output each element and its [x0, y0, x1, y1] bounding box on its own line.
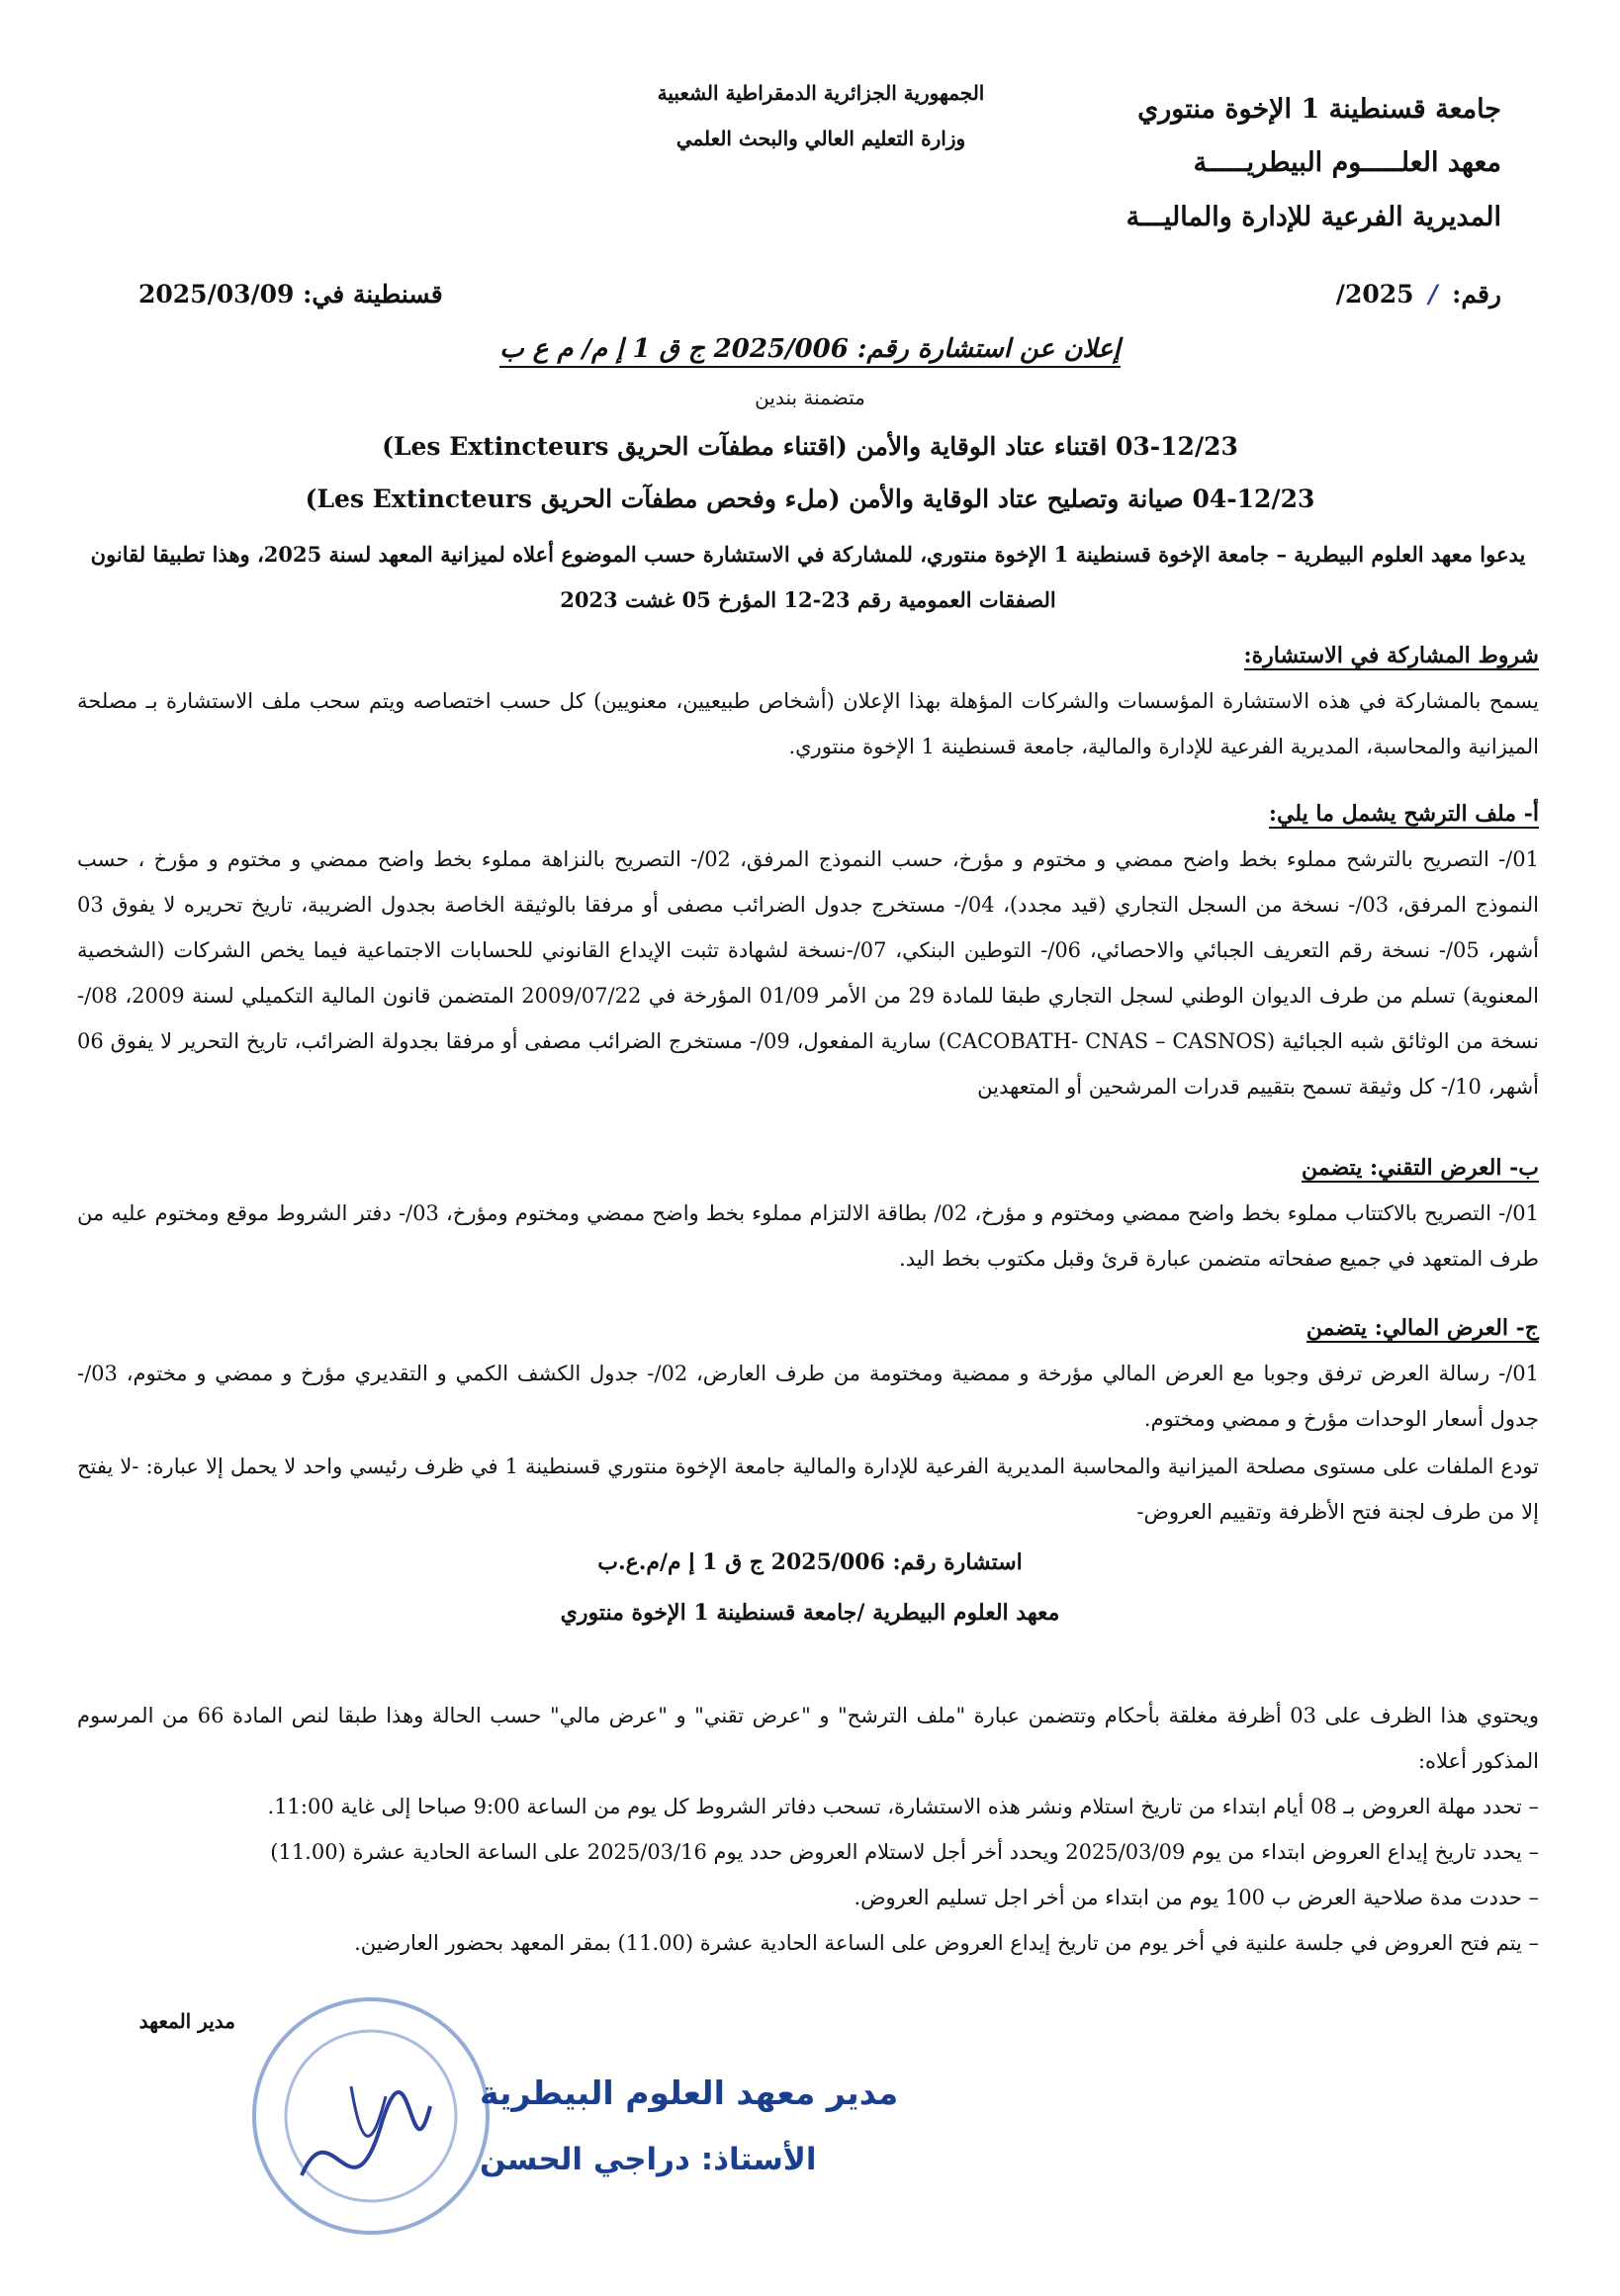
date-label: قسنطينة في: — [303, 280, 443, 309]
issuer-header — [947, 94, 1501, 255]
reference-value: 2025/ — [1335, 280, 1414, 309]
announcement-title: إعلان عن استشارة رقم: 2025/006 ج ق 1 إ م/ م ع ب — [0, 334, 1620, 364]
reference-label: رقم: — [1452, 280, 1501, 309]
stamp-line-2: الأستاذ: دراجي الحسن — [480, 2142, 817, 2177]
envelope-section — [77, 1693, 1539, 1966]
financial-heading: ج- العرض المالي: يتضمن — [1305, 1315, 1539, 1341]
lot-2: 04-12/23 صيانة وتصليح عتاد الوقاية والأمن (ملء وفحص مطفآت الحريق Les Extincteurs) — [305, 485, 1315, 513]
validity-item: – حددت مدة صلاحية العرض ب 100 يوم من ابتداء من أخر اجل تسليم العروض. — [854, 1886, 1539, 1909]
envelope-label-line2: معهد العلوم البيطرية /جامعة قسنطينة 1 الإخوة منتوري — [560, 1600, 1060, 1626]
conditions-text: يسمح بالمشاركة في هذه الاستشارة المؤسسات والشركات المؤهلة بهذا الإعلان (أشخاص طبيعيين، معنويين) كل حسب اختصاصه ويتم سحب ملف الاستشارة بـ مصلحة الميزانية والمحاسبة، المديرية الفرعية للإدارة والمالية، جامعة قسنطينة 1 الإخوة منتوري. — [77, 689, 1539, 758]
candidacy-heading: أ- ملف الترشح يشمل ما يلي: — [1268, 801, 1539, 827]
intro-paragraph: يدعوا معهد العلوم البيطرية – جامعة الإخوة قسنطينة 1 الإخوة منتوري، للمشاركة في الاستشارة حسب الموضوع أعلاه لميزانية المعهد لسنة 2025، وهذا تطبيقا لقانون الصفقات العمومية رقم 23-12 المؤرخ 05 غشت 2023 — [90, 542, 1526, 612]
technical-text: 01/- التصريح بالاكتتاب مملوء بخط واضح ممضي ومختوم و مؤرخ، 02/ بطاقة الالتزام مملوء بخط واضح ممضي ومختوم ومؤرخ، 03/- دفتر الشروط موقع ومختوم عليه من طرف المتعهد في جميع صفحاته متضمن عبارة قرئ وقبل مكتوب بخط اليد. — [77, 1201, 1539, 1271]
envelope-label-line1: استشارة رقم: 2025/006 ج ق 1 إ م/م.ع.ب — [597, 1549, 1023, 1575]
stamp-line-1: مدير معهد العلوم البيطرية — [480, 2074, 899, 2112]
deadline-item: – تحدد مهلة العروض بـ 08 أيام ابتداء من تاريخ استلام ونشر هذه الاستشارة، تسحب دفاتر الشروط كل يوم من الساعة 9:00 صباحا إلى غاية 11:00. — [267, 1795, 1539, 1818]
director-title: مدير المعهد — [138, 2009, 235, 2033]
financial-section — [77, 1305, 1539, 1442]
deposit-date-item: – يحدد تاريخ إيداع العروض ابتداء من يوم 2025/03/09 ويحدد أخر أجل لاستلام العروض حدد يوم 2025/03/16 على الساعة الحادية عشرة (11.00) — [270, 1840, 1539, 1864]
announcement-subtitle: متضمنة بندين — [755, 386, 865, 409]
date-value: 2025/03/09 — [138, 280, 295, 309]
institute-name: معهد العلـــــوم البيطريـــــة — [1193, 147, 1501, 179]
university-name: جامعة قسنطينة 1 الإخوة منتوري — [1137, 94, 1501, 125]
reference-number — [1336, 280, 1501, 309]
republic-name: الجمهورية الجزائرية الدمقراطية الشعبية — [657, 81, 985, 105]
lot-1: 03-12/23 اقتناء عتاد الوقاية والأمن (اقتناء مطفآت الحريق Les Extincteurs) — [382, 432, 1238, 461]
technical-section — [77, 1145, 1539, 1281]
deposit-paragraph: تودع الملفات على مستوى مصلحة الميزانية والمحاسبة المديرية الفرعية للإدارة والمالية جامعة الإخوة منتوري قسنطينة 1 في ظرف رئيسي واحد لا يحمل إلا عبارة: -لا يفتح إلا من طرف لجنة فتح الأظرفة وتقييم العروض- — [77, 1455, 1539, 1524]
candidacy-section — [77, 791, 1539, 1109]
conditions-section — [77, 633, 1539, 769]
technical-heading: ب- العرض التقني: يتضمن — [1302, 1155, 1539, 1181]
conditions-heading: شروط المشاركة في الاستشارة: — [1243, 643, 1539, 668]
directorate-name: المديرية الفرعية للإدارة والماليـــة — [1125, 201, 1501, 232]
candidacy-text: 01/- التصريح بالترشح مملوء بخط واضح ممضي و مختوم و مؤرخ، حسب النموذج المرفق، 02/- التصريح بالنزاهة مملوء بخط واضح ممضي و مختوم و مؤرخ ، حسب النموذج المرفق، 03/- نسخة من السجل التجاري (قيد مجدد)، 04/- مستخرج جدول الضرائب مصفى أو مرفقا بالوثيقة الخاصة بجدول الضريبة، تاريخ تحريره لا يفوق 03 أشهر، 05/- نسخة رقم التعريف الجبائي والاحصائي، 06/- التوطين البنكي، 07/-نسخة لشهادة تثبت الإيداع القانوني للحسابات الاجتماعية فيما يخص الشركات (الشخصية المعنوية) تسلم من طرف الديوان الوطني لسجل التجاري طبقا للمادة 29 من الأمر 01/09 المؤرخة في 2009/07/22 المتضمن قانون المالية التكميلي لسنة 2009، 08/- نسخة من الوثائق شبه الجبائية (CACOBATH- CNAS – CASNOS) سارية المفعول، 09/- مستخرج الضرائب مصفى أو مرفقا بجدولة الضرائب، تاريخ التحرير لا يفوق 06 أشهر، 10/- كل وثيقة تسمح بتقييم قدرات المرشحين أو المتعهدين — [77, 847, 1540, 1099]
state-header — [633, 81, 1009, 172]
reference-handwritten: / — [1428, 280, 1438, 309]
envelope-text: ويحتوي هذا الظرف على 03 أظرفة مغلقة بأحكام وتتضمن عبارة "ملف الترشح" و "عرض تقني" و "عرض مالي" حسب الحالة وهذا طبقا لنص المادة 66 من المرسوم المذكور أعلاه: — [77, 1704, 1539, 1773]
stamp-graphic — [54, 1987, 899, 2284]
financial-text: 01/- رسالة العرض ترفق وجوبا مع العرض المالي مؤرخة و ممضية ومختومة من طرف العارض، 02/- جدول الكشف الكمي و التقديري مؤرخ و ممضي و مختوم، 03/- جدول أسعار الوحدات مؤرخ و ممضي ومختوم. — [77, 1362, 1539, 1431]
signature-stamp — [54, 1987, 899, 2284]
issue-date — [138, 280, 443, 309]
ministry-name: وزارة التعليم العالي والبحث العلمي — [675, 127, 966, 150]
opening-item: – يتم فتح العروض في جلسة علنية في أخر يوم من تاريخ إيداع العروض على الساعة الحادية عشرة (11.00) بمقر المعهد بحضور العارضين. — [354, 1931, 1539, 1955]
